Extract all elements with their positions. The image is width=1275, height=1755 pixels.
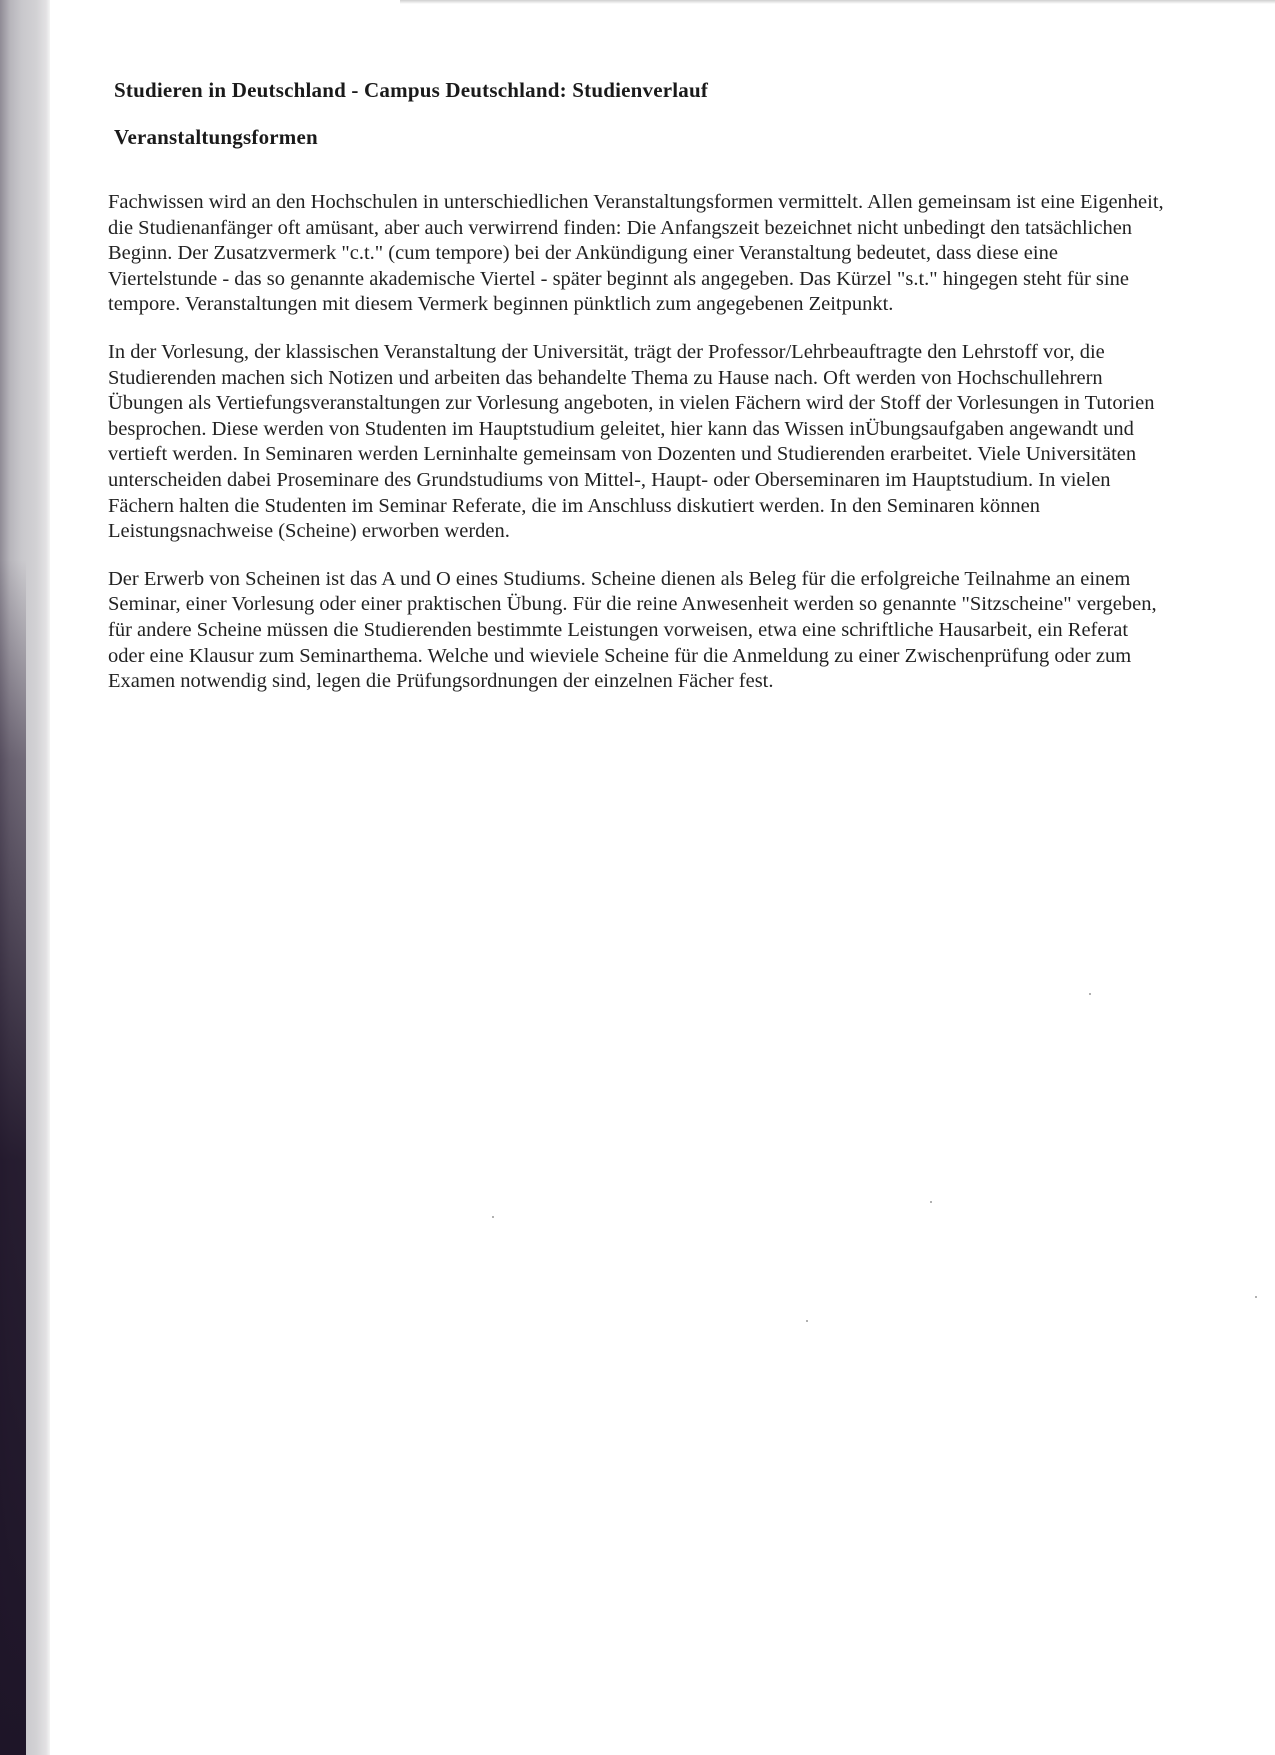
document-page bbox=[108, 78, 1168, 717]
document-title: Studieren in Deutschland - Campus Deutschland: Studienverlauf bbox=[114, 78, 709, 102]
scan-speck bbox=[492, 1216, 494, 1218]
paragraph-course-types: In der Vorlesung, der klassischen Veranstaltung der Universität, trägt der Professor/Lehrbeauftragte den Lehrstoff vor, die Studierenden machen sich Notizen und arbeiten das behandelte Thema zu Hause nach. Oft werden von Hochschullehrern Übungen als Vertiefungsveranstaltungen zur Vorlesung angeboten, in vielen Fächern wird der Stoff der Vorlesungen in Tutorien besprochen. Diese werden von Studenten im Hauptstudium geleitet, hier kann das Wissen inÜbungsaufgaben angewandt und vertieft werden. In Seminaren werden Lerninhalte gemeinsam von Dozenten und Studierenden erarbeitet. Viele Universitäten unterscheiden dabei Proseminare des Grundstudiums von Mittel-, Haupt- oder Oberseminaren im Hauptstudium. In vielen Fächern halten die Studenten im Seminar Referate, die im Anschluss diskutiert werden. In den Seminaren können Leistungsnachweise (Scheine) erworben werden. bbox=[108, 340, 1155, 543]
scan-speck bbox=[930, 1201, 932, 1203]
scan-speck bbox=[806, 1320, 808, 1322]
paragraph-certificates: Der Erwerb von Scheinen ist das A und O eines Studiums. Scheine dienen als Beleg für die erfolgreiche Teilnahme an einem Seminar, einer Vorlesung oder einer praktischen Übung. Für die reine Anwesenheit werden so genannte "Sitzscheine" vergeben, für andere Scheine müssen die Studierenden bestimmte Leistungen vorweisen, etwa eine schriftliche Hausarbeit, ein Referat oder eine Klausur zum Seminarthema. Welche und wieviele Scheine für die Anmeldung zu einer Zwischenprüfung oder zum Examen notwendig sind, legen die Prüfungsordnungen der einzelnen Fächer fest. bbox=[108, 567, 1157, 693]
paragraph-time-conventions: Fachwissen wird an den Hochschulen in unterschiedlichen Veranstaltungsformen vermittelt. Allen gemeinsam ist eine Eigenheit, die Studienanfänger oft amüsant, aber auch verwirrend finden: Die Anfangszeit bezeichnet nicht unbedingt den tatsächlichen Beginn. Der Zusatzvermerk "c.t." (cum tempore) bei der Ankündigung einer Veranstaltung bedeutet, dass diese eine Viertelstunde - das so genannte akademische Viertel - später beginnt als angegeben. Das Kürzel "s.t." hingegen steht für sine tempore. Veranstaltungen mit diesem Vermerk beginnen pünktlich zum angegebenen Zeitpunkt. bbox=[108, 191, 1164, 316]
scan-top-shadow bbox=[400, 0, 1275, 4]
scan-edge-shadow bbox=[0, 560, 26, 1755]
scan-speck bbox=[1089, 993, 1091, 995]
section-heading: Veranstaltungsformen bbox=[114, 125, 318, 149]
scan-speck bbox=[1255, 1296, 1257, 1298]
